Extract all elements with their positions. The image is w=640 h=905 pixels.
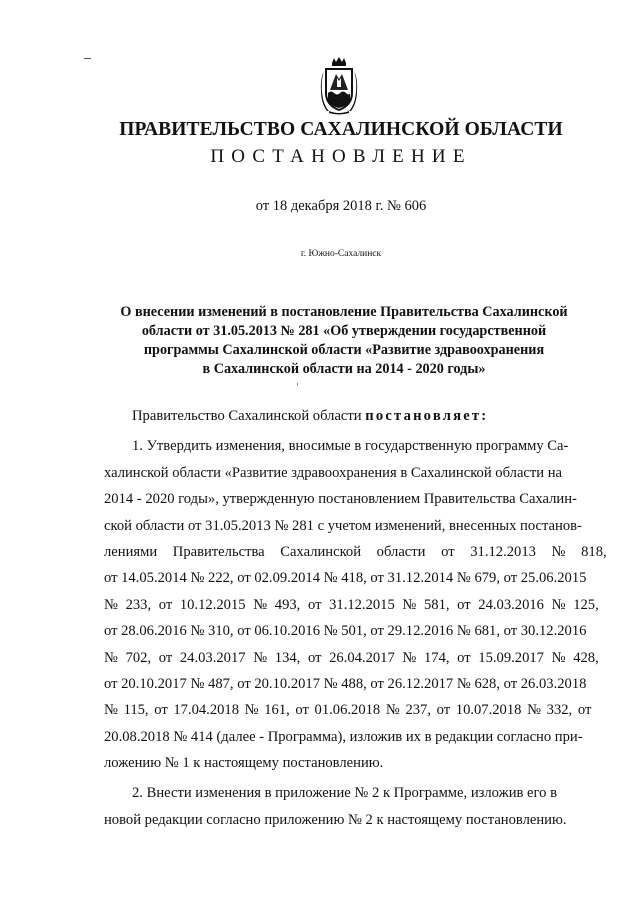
- paragraph-line: лениями Правительства Сахалинской области от 31.12.2013 № 818,: [104, 543, 607, 560]
- document-type: ПОСТАНОВЛЕНИЕ: [210, 146, 472, 167]
- subject-line: программы Сахалинской области «Развитие здравоохранения: [143, 342, 545, 358]
- paragraph-line: халинской области «Развитие здравоохранения в Сахалинской области на: [104, 464, 563, 481]
- paragraph-line: ложению № 1 к настоящему постановлению.: [104, 755, 384, 772]
- paragraph-line: № 233, от 10.12.2015 № 493, от 31.12.2015 № 581, от 24.03.2016 № 125,: [104, 596, 599, 613]
- intro-text: Правительство Сахалинской области: [132, 408, 362, 424]
- paragraph-line: 1. Утвердить изменения, вносимые в государственную программу Са-: [132, 438, 569, 455]
- paragraph-line: 2. Внести изменения в приложение № 2 к Программе, изложив его в: [132, 785, 557, 802]
- government-title: ПРАВИТЕЛЬСТВО САХАЛИНСКОЙ ОБЛАСТИ: [119, 119, 563, 140]
- document-date-number: от 18 декабря 2018 г. № 606: [255, 198, 427, 214]
- subject-line: в Сахалинской области на 2014 - 2020 годы»: [202, 361, 486, 377]
- intro-line: [104, 403, 595, 429]
- paragraph-line: 2014 - 2020 годы», утвержденную постановлением Правительства Сахалин-: [104, 491, 577, 508]
- paragraph-line: новой редакции согласно приложению № 2 к настоящему постановлению.: [104, 811, 567, 828]
- subject-line: О внесении изменений в постановление Правительства Сахалинской: [120, 304, 568, 320]
- subject-line: области от 31.05.2013 № 281 «Об утверждении государственной: [141, 323, 547, 339]
- paragraph-line: от 20.10.2017 № 487, от 20.10.2017 № 488, от 26.12.2017 № 628, от 26.03.2018: [104, 675, 587, 692]
- paragraph-line: 20.08.2018 № 414 (далее - Программа), изложив их в редакции согласно при-: [104, 728, 583, 745]
- document-subject: [90, 303, 598, 379]
- paragraph-line: № 115, от 17.04.2018 № 161, от 01.06.2018 № 237, от 10.07.2018 № 332, от: [104, 702, 592, 719]
- paragraph-line: от 14.05.2014 № 222, от 02.09.2014 № 418, от 31.12.2014 № 679, от 25.06.2015: [104, 570, 587, 587]
- scan-mark: [84, 58, 91, 59]
- paragraph-line: № 702, от 24.03.2017 № 134, от 26.04.2017 № 174, от 15.09.2017 № 428,: [104, 649, 599, 666]
- scan-dot: [297, 383, 298, 386]
- coat-of-arms-icon: [319, 57, 359, 115]
- decree-word: постановляет:: [365, 408, 489, 424]
- document-city: г. Южно-Сахалинск: [300, 249, 382, 259]
- paragraph-line: ской области от 31.05.2013 № 281 с учетом изменений, внесенных постанов-: [104, 517, 582, 534]
- document-body: [104, 403, 607, 833]
- paragraph-line: от 28.06.2016 № 310, от 06.10.2016 № 501, от 29.12.2016 № 681, от 30.12.2016: [104, 623, 587, 640]
